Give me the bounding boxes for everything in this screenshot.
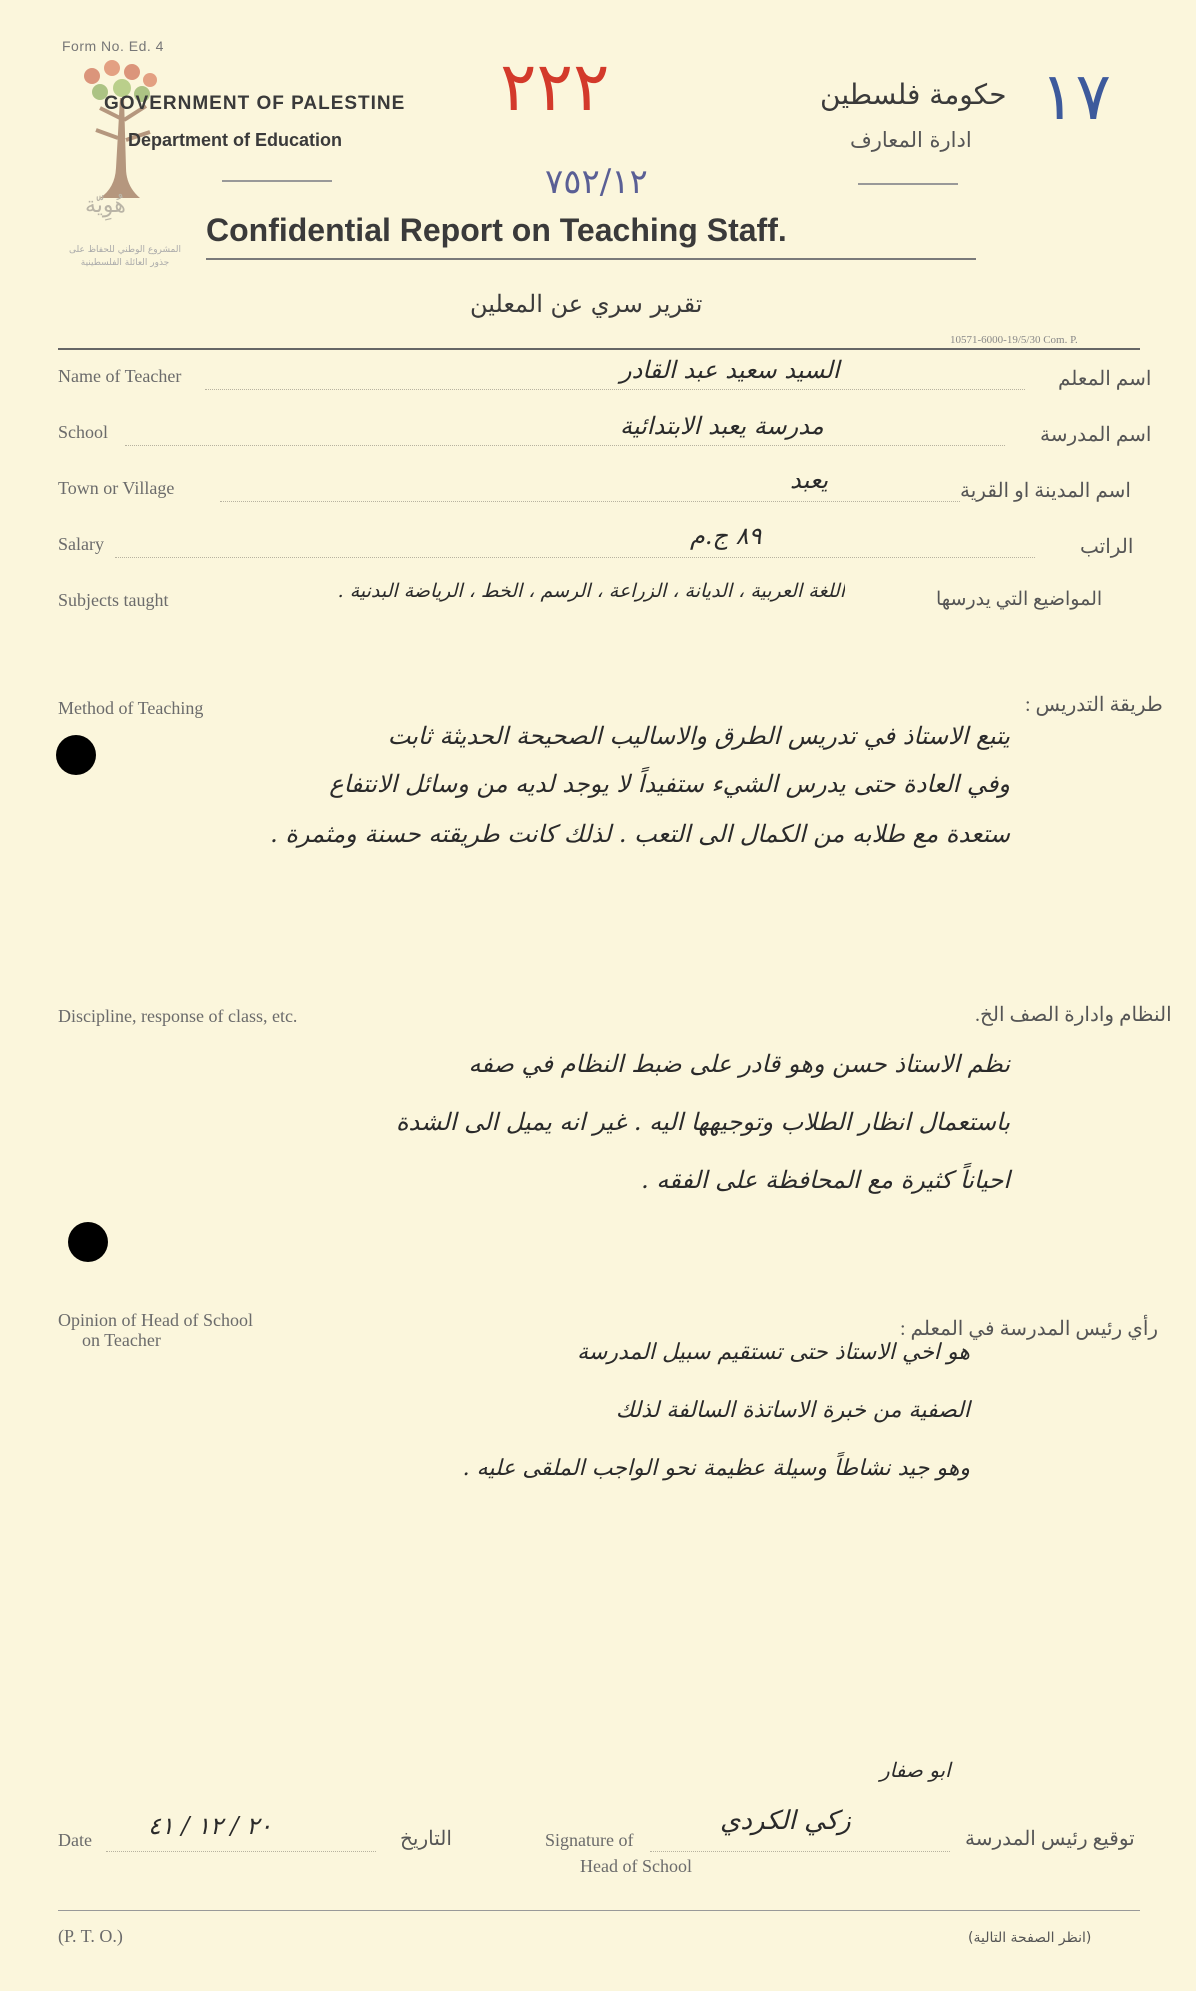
file-reference: ٧٥٢/١٢ — [545, 162, 648, 202]
top-right-number: ١٧ — [1040, 58, 1111, 135]
method-label-en: Method of Teaching — [58, 698, 204, 718]
title-underline — [206, 258, 976, 260]
signature-label-ar: توقيع رئيس المدرسة — [965, 1828, 1135, 1850]
school-value: مدرسة يعبد الابتدائية — [620, 412, 824, 440]
date-label-en: Date — [58, 1830, 92, 1850]
punch-hole-bottom — [68, 1222, 108, 1262]
report-title-en: Confidential Report on Teaching Staff. — [206, 212, 787, 248]
opinion-line-1: هو اخي الاستاذ حتى تستقيم سبيل المدرسة — [577, 1340, 970, 1365]
footer-rule — [58, 1910, 1140, 1911]
opinion-line-3: وهو جيد نشاطاً وسيلة عظيمة نحو الواجب الملقى عليه . — [462, 1456, 970, 1481]
print-code: 10571-6000-19/5/30 Com. P. — [950, 334, 1078, 346]
department-title-ar: ادارة المعارف — [850, 128, 972, 152]
name-dotted-line — [205, 388, 1025, 390]
name-value: السيد سعيد عبد القادر — [620, 356, 840, 384]
discipline-line-2: باستعمال انظار الطلاب وتوجيهها اليه . غير انه يميل الى الشدة — [395, 1108, 1010, 1136]
header-rule — [58, 348, 1140, 350]
discipline-line-1: نظم الاستاذ حسن وهو قادر على ضبط النظام في صفه — [468, 1050, 1010, 1078]
report-title-ar: تقرير سري عن المعلين — [470, 290, 703, 318]
date-dotted-line — [106, 1850, 376, 1852]
opinion-label-ar: رأي رئيس المدرسة في المعلم : — [900, 1318, 1159, 1340]
subjects-label-ar: المواضيع التي يدرسها — [936, 589, 1103, 610]
method-line-3: ستعدة مع طلابه من الكمال الى التعب . لذلك كانت طريقته حسنة ومثمرة . — [270, 820, 1010, 848]
school-label-en: School — [58, 422, 109, 442]
opinion-label-en-2: on Teacher — [82, 1330, 161, 1350]
header-divider-right — [858, 183, 958, 185]
signature-value: زكي الكردي — [720, 1806, 851, 1836]
form-number: Form No. Ed. 4 — [62, 38, 164, 54]
red-ink-number: ٢٢٢ — [500, 48, 610, 127]
opinion-line-2: الصفية من خبرة الاساتذة السالفة لذلك — [615, 1398, 970, 1423]
name-label-en: Name of Teacher — [58, 366, 182, 386]
date-value: ٢٠ / ١٢ / ٤١ — [148, 1812, 273, 1840]
salary-label-en: Salary — [58, 534, 104, 554]
government-title-en: GOVERNMENT OF PALESTINE — [104, 93, 406, 114]
department-title-en: Department of Education — [128, 130, 343, 150]
watermark-line-2: جذور العائلة الفلسطينية — [80, 258, 170, 268]
method-line-2: وفي العادة حتى يدرس الشيء ستفيداً لا يوجد لديه من وسائل الانتفاع — [329, 770, 1010, 798]
signature-label-en-2: Head of School — [580, 1856, 692, 1876]
school-dotted-line — [125, 444, 1005, 446]
method-line-1: يتبع الاستاذ في تدريس الطرق والاساليب الصحيحة الحديثة ثابت — [387, 722, 1010, 750]
town-dotted-line — [220, 500, 960, 502]
discipline-label-en: Discipline, response of class, etc. — [58, 1006, 298, 1026]
watermark-line-1: المشروع الوطني للحفاظ على — [68, 245, 181, 255]
subjects-label-en: Subjects taught — [58, 590, 169, 610]
school-label-ar: اسم المدرسة — [1040, 424, 1152, 446]
header-divider-left — [222, 180, 332, 182]
signature-dotted-line — [650, 1850, 950, 1852]
punch-hole-top — [56, 735, 96, 775]
discipline-label-ar: النظام وادارة الصف الخ. — [975, 1004, 1172, 1026]
salary-value: ٨٩ ج.م — [690, 522, 762, 550]
method-label-ar: طريقة التدريس : — [1025, 694, 1163, 716]
name-label-ar: اسم المعلم — [1058, 368, 1152, 390]
pto-note: (P. T. O.) — [58, 1926, 123, 1946]
watermark-brand: هُوِيّة — [85, 193, 126, 218]
government-title-ar: حكومة فلسطين — [820, 78, 1007, 111]
subjects-value: اللغة العربية ، الديانة ، الزراعة ، الرسم ، الخط ، الرياضة البدنية . — [337, 580, 845, 602]
salary-label-ar: الراتب — [1080, 536, 1134, 558]
town-value: يعبد — [790, 466, 829, 494]
town-label-en: Town or Village — [58, 478, 175, 498]
tree-logo-icon — [70, 58, 190, 258]
discipline-line-3: احياناً كثيرة مع المحافظة على الفقه . — [641, 1166, 1010, 1194]
salary-dotted-line — [115, 556, 1035, 558]
opinion-label-en-1: Opinion of Head of School — [58, 1310, 253, 1330]
town-label-ar: اسم المدينة او القرية — [960, 480, 1131, 502]
next-page-note-ar: (انظر الصفحة التالية) — [968, 1930, 1092, 1946]
date-label-ar: التاريخ — [400, 1828, 452, 1850]
signature-note: ابو صفار — [880, 1758, 951, 1782]
signature-label-en-1: Signature of — [545, 1830, 634, 1850]
